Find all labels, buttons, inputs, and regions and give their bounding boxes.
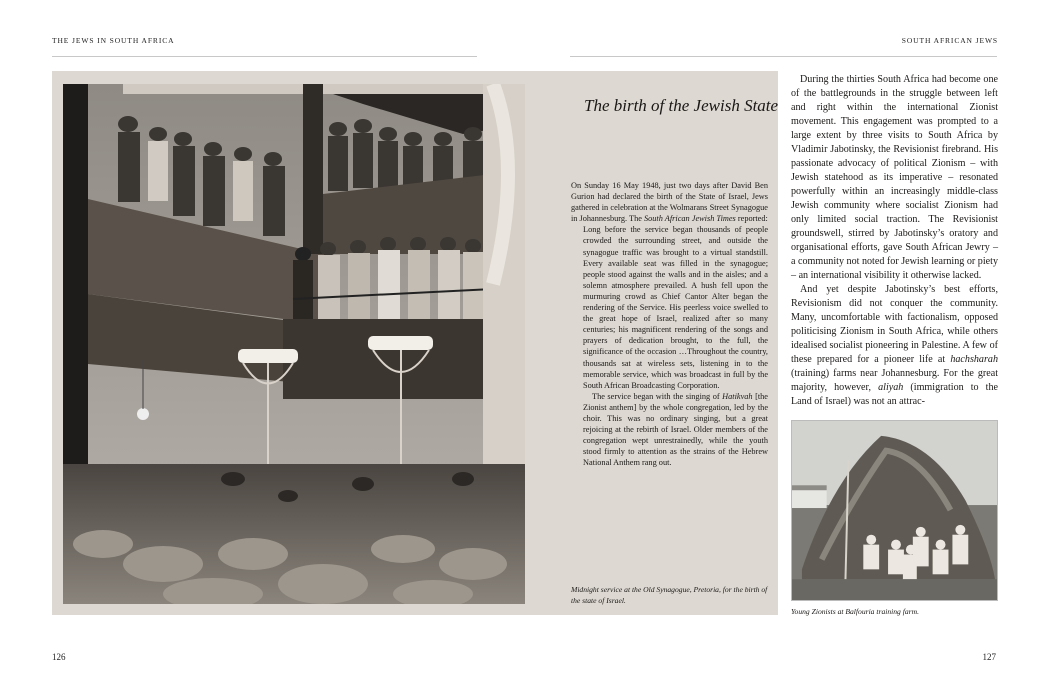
haystack-group-photo	[791, 420, 998, 601]
right-running-head: SOUTH AFRICAN JEWS	[901, 36, 998, 45]
newspaper-quote	[571, 224, 768, 468]
main-photo-caption: Midnight service at the Old Synagogue, Pretoria, for the birth of the state of Israel.	[571, 585, 768, 605]
right-paragraph-2: And yet despite Jabotinsky’s best efforts, Revisionism did not conquer the community. Many, uncomfortable with factionalism, opposed politicising Zionism in South Africa, while others idealised socialist pioneering in Palestine. A few of these prepared for a pioneer life at hachsharah (training) farms near Johannesburg. For the great majority, however, aliyah (immigration to the Land of Israel) was not an attrac-	[791, 284, 998, 408]
right-page-number: 127	[982, 652, 996, 662]
feature-title: The birth of the Jewish State	[584, 96, 779, 115]
feature-intro: On Sunday 16 May 1948, just two days after David Ben Gurion had declared the birth of the State of Israel, Jews gathered in celebration at the Wolmarans Street Synagogue in Johannesburg. The South African Jewish Times reported:	[571, 181, 768, 224]
left-header-rule	[52, 56, 477, 57]
quote-paragraph-2: The service began with the singing of Hatikvah [the Zionist anthem] by the whole congregation, led by the choir. This was no ordinary singing, but a great rejoicing at the rebirth of Israel. Older members of the congregation wept unrestrainedly, while the youth stood firmly to attention as the strains of the Hebrew National Anthem rang out.	[583, 391, 768, 468]
synagogue-photo-image	[63, 84, 525, 604]
feature-body	[571, 180, 768, 468]
synagogue-service-photo	[63, 84, 525, 604]
left-running-head: THE JEWS IN SOUTH AFRICA	[52, 36, 175, 45]
right-header-rule	[570, 56, 997, 57]
right-paragraph-1: During the thirties South Africa had become one of the battlegrounds in the struggle between left and right within the international Zionist movement. This engagement was prompted to a large extent by three visits to South Africa by Vladimir Jabotinsky, the Revisionist firebrand. His passionate advocacy of political Zionism – with Jewish statehood as its imperative – resonated powerfully within an increasingly middle-class Jewish community where socialist Zionism had only limited social traction. The Revisionist groundswell, stirred by Jabotinsky’s oratory and organisational efforts, gave South African Jewry – a community not noted for Jewish learning or piety – an international visibility it otherwise lacked.	[791, 74, 998, 282]
left-page-number: 126	[52, 652, 66, 662]
right-column-text	[791, 73, 998, 409]
farm-photo-image	[792, 421, 997, 600]
farm-photo-caption: Young Zionists at Balfouria training farm.	[791, 607, 919, 616]
quote-paragraph-1: Long before the service began thousands of people crowded the surrounding street, and outside the synagogue traffic was brought to a virtual standstill. Every available seat was filled in the synagogue; people stood against the walls and in the aisles; and a solemn atmosphere prevailed. A hush fell upon the murmuring crowd as Chief Cantor Alter began the rendering of the Service. His peerless voice swelled to the great hope of Israel, realized after so many centuries; his magnificent rendering of the songs and prayers of dedication brought, to the full, the significance of the occasion …Throughout the country, thousands sat at wireless sets, listening in to the memorable service, which was broadcast in full by the South African Broadcasting Corporation.	[583, 225, 768, 390]
